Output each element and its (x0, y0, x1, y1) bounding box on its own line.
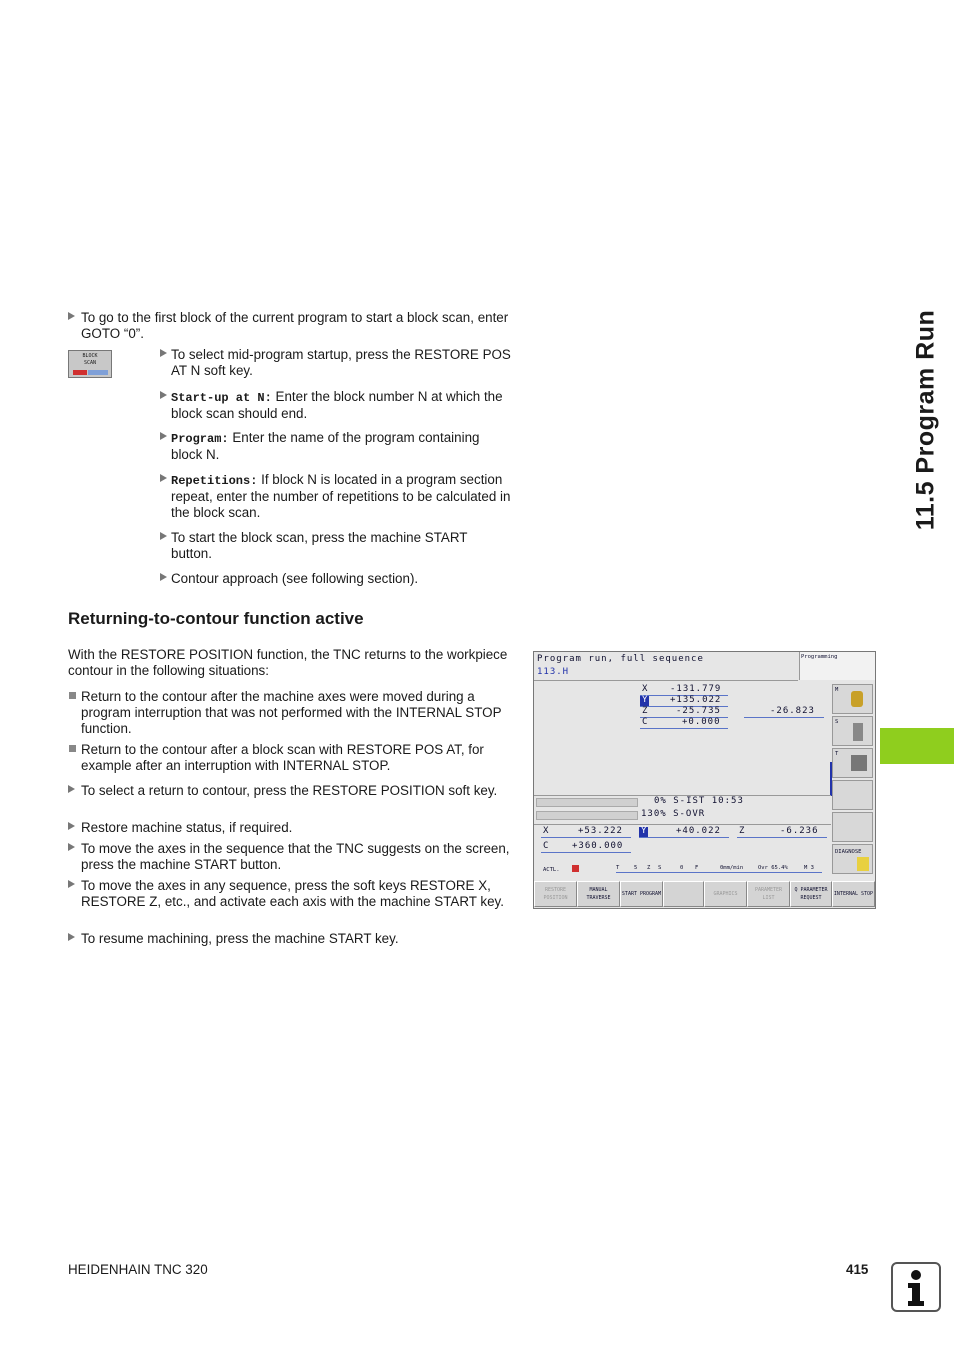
arrow-bullet-icon (160, 391, 167, 399)
arrow-bullet-icon (160, 474, 167, 482)
softkey-line2: SCAN (83, 360, 97, 366)
softkey-manual-traverse: MANUAL TRAVERSE (577, 881, 620, 907)
arrow-bullet-icon (68, 843, 75, 851)
softkey-internal-stop: INTERNAL STOP (832, 881, 875, 907)
status-f-value: 0mm/min (720, 865, 744, 871)
square-bullet-icon (69, 692, 76, 699)
softkey-start-program: START PROGRAM (620, 881, 663, 907)
arrow-bullet-5: To resume machining, press the machine START key. (81, 931, 399, 946)
status-actl: ACTL. (543, 867, 560, 873)
axis-y-label: Y (642, 695, 649, 705)
softkey-graphics: GRAPHICS (704, 881, 747, 907)
status-axis-y-value: +40.022 (676, 826, 721, 836)
vertical-softkey-s-label: S (835, 719, 839, 725)
status-t: T (616, 865, 620, 871)
status-z: Z (647, 865, 651, 871)
step-6: Contour approach (see following section). (171, 571, 419, 586)
page-number: 415 (846, 1262, 869, 1277)
status-axis-y-label: Y (641, 826, 648, 836)
status-f: F (695, 865, 699, 871)
vertical-softkey-blank-1 (832, 780, 873, 810)
status-t-value: 5 (634, 865, 638, 871)
vertical-softkey-diagnose (832, 844, 873, 874)
intro-bullet: To go to the first block of the current program to start a block scan, enter GOTO “0”. (81, 310, 509, 341)
arrow-bullet-icon (68, 880, 75, 888)
square-bullet-2: Return to the contour after a block scan with RESTORE POS AT, for example after an interruption with INTERNAL STOP. (81, 742, 484, 773)
info-icon (891, 1262, 941, 1312)
footer-title: HEIDENHAIN TNC 320 (68, 1262, 208, 1277)
screen-mode-tab: Programming (801, 654, 838, 660)
step-3-code: Program: (171, 432, 229, 446)
step-4-code: Repetitions: (171, 474, 258, 488)
status-axis-z-value: -6.236 (780, 826, 819, 836)
arrow-bullet-1: To select a return to contour, press the RESTORE POSITION soft key. (81, 783, 498, 798)
vertical-softkey-m (832, 684, 873, 714)
vertical-softkey-t (832, 748, 873, 778)
softkey-parameter-list: PARAMETER LIST (747, 881, 790, 907)
softkey-blank (663, 881, 704, 907)
status-s-value: 0 (680, 865, 684, 871)
axis-c-value: +0.000 (682, 717, 721, 727)
step-3-text: Enter the name of the program containing block N. (171, 430, 480, 462)
square-bullet-icon (69, 745, 76, 752)
vertical-softkey-blank-2 (832, 812, 873, 842)
section-intro: With the RESTORE POSITION function, the TNC returns to the workpiece contour in the following situations: (68, 647, 508, 678)
axis-y-value: +135.022 (670, 695, 722, 705)
screen-program-name: 113.H (537, 667, 570, 677)
arrow-bullet-4: To move the axes in any sequence, press the soft keys RESTORE X, RESTORE Z, etc., and activate each axis with the machine START key. (81, 878, 504, 909)
arrow-bullet-icon (68, 785, 75, 793)
step-1: To select mid-program startup, press the RESTORE POS AT N soft key. (171, 347, 511, 378)
step-4-text: If block N is located in a program section repeat, enter the number of repetitions to be calculated in the block scan. (171, 472, 511, 520)
axis-c-label: C (642, 717, 649, 727)
status-axis-x-label: X (543, 826, 550, 836)
status-s: S (658, 865, 662, 871)
step-3 (171, 430, 511, 463)
square-bullet-1: Return to the contour after the machine axes were moved during a program interruption that was not performed with the INTERNAL STOP function. (81, 689, 502, 736)
screen-title: Program run, full sequence (537, 654, 704, 664)
chapter-side-title: 11.5 Program Run (911, 309, 940, 531)
arrow-bullet-icon (68, 312, 75, 320)
chapter-tab (880, 728, 954, 764)
status-m: M 3 (804, 865, 814, 871)
status-ovr: Ovr 65.4% (758, 865, 788, 871)
status-axis-x-value: +53.222 (578, 826, 623, 836)
axis-z-label: Z (642, 706, 649, 716)
axis-x-value: -131.779 (670, 684, 722, 694)
arrow-bullet-icon (160, 573, 167, 581)
tnc-screen (533, 651, 876, 909)
arrow-bullet-3: To move the axes in the sequence that the TNC suggests on the screen, press the machine START button. (81, 841, 510, 872)
section-heading: Returning-to-contour function active (68, 609, 364, 628)
arrow-bullet-icon (160, 532, 167, 540)
vertical-softkey-s (832, 716, 873, 746)
softkey-q-parameter-request: Q PARAMETER REQUEST (790, 881, 832, 907)
step-2-text: Enter the block number N at which the block scan should end. (171, 389, 503, 421)
axis-x-label: X (642, 684, 649, 694)
step-4 (171, 472, 511, 521)
step-2 (171, 389, 511, 422)
arrow-bullet-2: Restore machine status, if required. (81, 820, 293, 835)
status-axis-z-label: Z (739, 826, 746, 836)
spindle-line-2: 130% S-OVR (641, 809, 706, 819)
axis-z-extra-value: -26.823 (770, 706, 815, 716)
step-2-code: Start-up at N: (171, 391, 272, 405)
status-axis-c-value: +360.000 (572, 841, 624, 851)
vertical-softkey-t-label: T (835, 751, 839, 757)
softkey-line1: BLOCK (82, 353, 98, 359)
status-axis-c-label: C (543, 841, 550, 851)
spindle-line-1: 0% S-IST 10:53 (654, 796, 744, 806)
axis-z-value: -25.735 (676, 706, 721, 716)
arrow-bullet-icon (68, 822, 75, 830)
arrow-bullet-icon (160, 432, 167, 440)
softkey-restore-position: RESTORE POSITION (534, 881, 577, 907)
block-scan-softkey-icon (68, 350, 112, 378)
vertical-softkey-m-label: M (835, 687, 839, 693)
arrow-bullet-icon (160, 349, 167, 357)
vertical-softkey-diagnose-label: DIAGNOSE (835, 849, 862, 855)
arrow-bullet-icon (68, 933, 75, 941)
status-red-icon (572, 865, 579, 872)
step-5: To start the block scan, press the machine START button. (171, 530, 468, 561)
